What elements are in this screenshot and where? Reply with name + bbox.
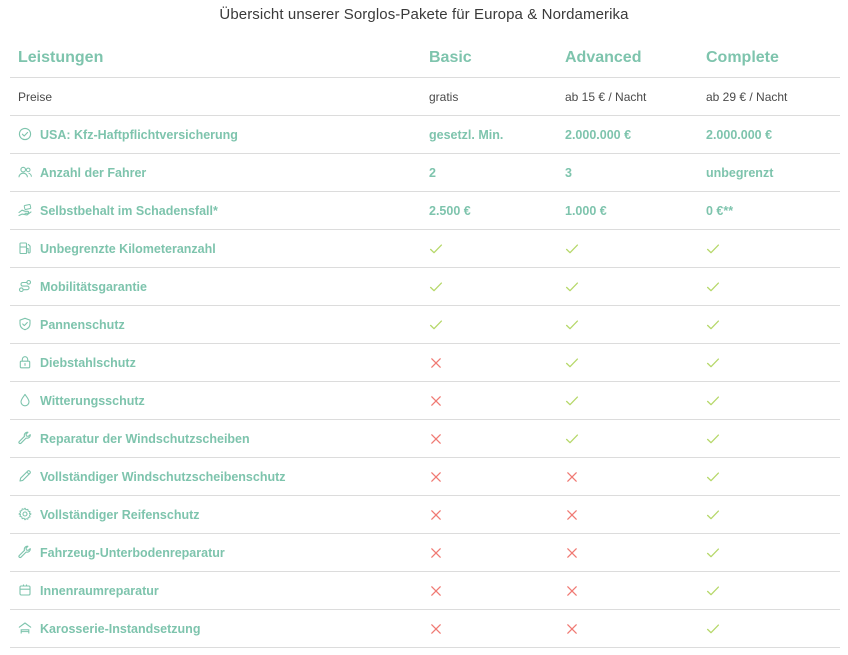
cell-advanced [557, 344, 698, 382]
cell-basic [421, 534, 557, 572]
cell-basic [421, 382, 557, 420]
check-icon [565, 432, 579, 446]
cross-icon [429, 622, 443, 636]
users-icon [18, 165, 32, 179]
pen-icon [18, 469, 32, 483]
cell-basic [421, 458, 557, 496]
cross-icon [565, 508, 579, 522]
check-circle-icon [18, 127, 32, 141]
feature-label-cell [10, 268, 421, 306]
feature-label: Diebstahlschutz [40, 356, 136, 370]
cross-icon [429, 470, 443, 484]
cross-icon [429, 584, 443, 598]
cell-basic [421, 572, 557, 610]
table-row [10, 154, 840, 192]
feature-label-cell [10, 458, 421, 496]
value-advanced: 3 [557, 154, 698, 192]
feature-label-cell [10, 344, 421, 382]
cell-complete [698, 610, 840, 648]
check-icon [706, 546, 720, 560]
cross-icon [565, 622, 579, 636]
check-icon [706, 394, 720, 408]
check-icon [706, 432, 720, 446]
check-icon [565, 280, 579, 294]
check-icon [706, 356, 720, 370]
cell-advanced [557, 382, 698, 420]
check-icon [565, 318, 579, 332]
feature-label-cell [10, 116, 421, 154]
cell-basic [421, 230, 557, 268]
cell-complete [698, 496, 840, 534]
feature-label: Pannenschutz [40, 318, 125, 332]
gear-icon [18, 507, 32, 521]
fuel-pump-icon [18, 241, 32, 255]
value-basic: 2.500 € [421, 192, 557, 230]
cell-complete [698, 230, 840, 268]
table-row [10, 192, 840, 230]
check-icon [429, 242, 443, 256]
table-row [10, 268, 840, 306]
value-advanced: 2.000.000 € [557, 116, 698, 154]
feature-label-cell [10, 382, 421, 420]
check-icon [429, 318, 443, 332]
cell-basic [421, 610, 557, 648]
feature-label: Witterungsschutz [40, 394, 145, 408]
cell-advanced [557, 230, 698, 268]
table-row [10, 230, 840, 268]
cell-complete [698, 382, 840, 420]
feature-label: Reparatur der Windschutzscheiben [40, 432, 250, 446]
drop-icon [18, 393, 32, 407]
feature-label: Karosserie-Instandsetzung [40, 622, 201, 636]
feature-label-cell [10, 610, 421, 648]
feature-label: Mobilitätsgarantie [40, 280, 147, 294]
check-icon [706, 318, 720, 332]
value-complete: 0 €** [698, 192, 840, 230]
feature-label-cell [10, 154, 421, 192]
price-complete: ab 29 € / Nacht [698, 78, 840, 116]
cell-complete [698, 306, 840, 344]
table-row [10, 534, 840, 572]
price-basic: gratis [421, 78, 557, 116]
cell-advanced [557, 572, 698, 610]
feature-label-cell [10, 572, 421, 610]
header-row [10, 38, 840, 78]
hand-money-icon [18, 203, 32, 217]
cell-basic [421, 268, 557, 306]
cross-icon [429, 432, 443, 446]
table-row [10, 420, 840, 458]
shield-check-icon [18, 317, 32, 331]
cell-complete [698, 534, 840, 572]
cell-advanced [557, 534, 698, 572]
price-label: Preise [10, 78, 421, 116]
value-complete: 2.000.000 € [698, 116, 840, 154]
check-icon [706, 242, 720, 256]
value-basic: gesetzl. Min. [421, 116, 557, 154]
cell-complete [698, 572, 840, 610]
feature-label-cell [10, 534, 421, 572]
cell-advanced [557, 458, 698, 496]
feature-label: Vollständiger Reifenschutz [40, 508, 200, 522]
table-row [10, 382, 840, 420]
cell-complete [698, 268, 840, 306]
cell-complete [698, 344, 840, 382]
cell-basic [421, 496, 557, 534]
table-row [10, 458, 840, 496]
feature-label: Vollständiger Windschutzscheibenschutz [40, 470, 286, 484]
feature-label-cell [10, 496, 421, 534]
header-advanced: Advanced [557, 38, 698, 78]
value-advanced: 1.000 € [557, 192, 698, 230]
cell-advanced [557, 420, 698, 458]
value-complete: unbegrenzt [698, 154, 840, 192]
check-icon [429, 280, 443, 294]
cell-advanced [557, 306, 698, 344]
cell-complete [698, 420, 840, 458]
table-row [10, 116, 840, 154]
cross-icon [429, 546, 443, 560]
cross-icon [565, 470, 579, 484]
price-row [10, 78, 840, 116]
cross-icon [565, 546, 579, 560]
feature-label-cell [10, 420, 421, 458]
wrench-icon [18, 545, 32, 559]
cell-advanced [557, 268, 698, 306]
feature-label: Anzahl der Fahrer [40, 166, 147, 180]
cell-complete [698, 458, 840, 496]
check-icon [706, 508, 720, 522]
price-advanced: ab 15 € / Nacht [557, 78, 698, 116]
header-complete: Complete [698, 38, 840, 78]
check-icon [565, 394, 579, 408]
lock-icon [18, 355, 32, 369]
feature-label: Innenraumreparatur [40, 584, 159, 598]
table-row [10, 610, 840, 648]
cross-icon [429, 356, 443, 370]
header-basic: Basic [421, 38, 557, 78]
table-row [10, 306, 840, 344]
check-icon [706, 584, 720, 598]
table-row [10, 572, 840, 610]
cell-advanced [557, 496, 698, 534]
garage-icon [18, 621, 32, 635]
seat-icon [18, 583, 32, 597]
feature-label: Selbstbehalt im Schadensfall* [40, 204, 218, 218]
feature-label: Fahrzeug-Unterbodenreparatur [40, 546, 225, 560]
check-icon [565, 242, 579, 256]
feature-label-cell [10, 192, 421, 230]
feature-label-cell [10, 230, 421, 268]
check-icon [706, 280, 720, 294]
cross-icon [429, 394, 443, 408]
check-icon [706, 622, 720, 636]
check-icon [706, 470, 720, 484]
cross-icon [429, 508, 443, 522]
package-comparison-table [10, 38, 840, 648]
value-basic: 2 [421, 154, 557, 192]
header-leistungen: Leistungen [10, 38, 421, 78]
cell-basic [421, 306, 557, 344]
feature-label-cell [10, 306, 421, 344]
wrench-icon [18, 431, 32, 445]
table-row [10, 344, 840, 382]
table-row [10, 496, 840, 534]
cross-icon [565, 584, 579, 598]
cell-advanced [557, 610, 698, 648]
feature-label: Unbegrenzte Kilometeranzahl [40, 242, 216, 256]
table-caption: Übersicht unserer Sorglos-Pakete für Europa & Nordamerika [219, 6, 629, 23]
route-icon [18, 279, 32, 293]
feature-label: USA: Kfz-Haftpflichtversicherung [40, 128, 238, 142]
check-icon [565, 356, 579, 370]
cell-basic [421, 344, 557, 382]
cell-basic [421, 420, 557, 458]
